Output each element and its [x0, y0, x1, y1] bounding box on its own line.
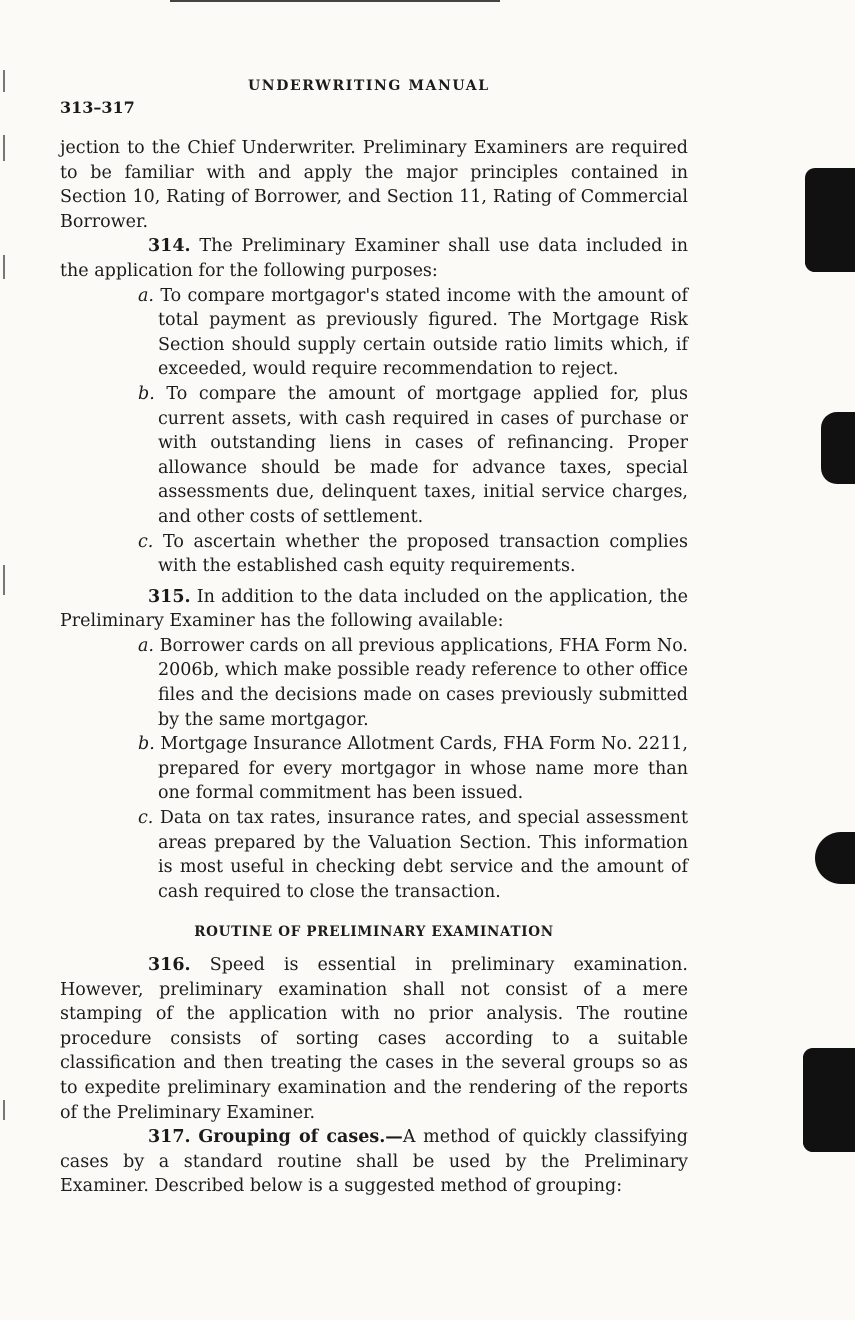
item-text: To compare the amount of mortgage applied for, plus current assets, with cash required in cases of purchase or with outstanding liens in cases of refinancing. Proper allowance should be made for advance taxes, special assessments due, delinquent taxes, initial service charges, and other costs of settlement. [158, 383, 688, 527]
section-number: 317. [148, 1127, 191, 1148]
paragraph-315 [60, 585, 688, 634]
item-text: To ascertain whether the proposed transaction complies with the established cash equity requirements. [158, 531, 688, 577]
paragraph-text: Speed is essential in preliminary examination. However, preliminary examination shall not consist of a mere stamping of the application with no prior analysis. The routine procedure consists of sorting cases according to a suitable classification and then treating the cases in the several groups so as to expedite preliminary examination and the rendering of the reports of the Preliminary Examiner. [60, 955, 688, 1123]
paragraph-text: The Preliminary Examiner shall use data included in the application for the following purposes: [60, 236, 688, 281]
paragraph-317 [60, 1125, 688, 1199]
section-number: 314. [148, 236, 191, 257]
list-item [60, 806, 688, 904]
top-rule [170, 0, 500, 2]
item-text: Mortgage Insurance Allotment Cards, FHA Form No. 2211, prepared for every mortgagor in whose name more than one formal commitment has been issued. [158, 734, 688, 804]
list-item [60, 732, 688, 806]
paragraph-text: In addition to the data included on the application, the Preliminary Examiner has the following available: [60, 586, 688, 632]
item-text: Borrower cards on all previous applications, FHA Form No. 2006b, which make possible ready reference to other office files and the decisions made on cases previously submitted by the same mortgagor. [158, 635, 688, 730]
paragraph-314 [60, 234, 688, 283]
item-letter: a. [138, 285, 154, 306]
page-number: 313–317 [60, 98, 135, 117]
item-letter: a. [138, 635, 154, 656]
index-tab-mark [803, 1048, 855, 1152]
body-text [60, 136, 688, 1199]
index-tab-mark [815, 832, 855, 884]
margin-mark [3, 135, 5, 161]
paragraph-title: Grouping of cases.— [198, 1127, 403, 1148]
running-head: UNDERWRITING MANUAL [248, 78, 490, 94]
index-tab-mark [805, 168, 855, 272]
item-letter: c. [138, 808, 154, 829]
section-number: 316. [148, 955, 191, 975]
list-item [60, 382, 688, 530]
section-number: 315. [148, 586, 191, 607]
list-item [60, 284, 688, 382]
margin-mark [3, 1100, 5, 1120]
list-item [60, 530, 688, 579]
paragraph-316 [60, 953, 688, 1125]
item-text: To compare mortgagor's stated income with the amount of total payment as previously figured. The Mortgage Risk Section should supply certain outside ratio limits which, if exceeded, would require recommendation to reject. [158, 285, 688, 380]
margin-mark [3, 70, 5, 92]
section-heading: ROUTINE OF PRELIMINARY EXAMINATION [194, 924, 554, 941]
paragraph-text: A method of quickly classifying cases by a standard routine shall be used by the Preliminary Examiner. Described below is a suggested method of grouping: [60, 1127, 688, 1197]
margin-mark [3, 255, 5, 279]
paragraph-313-continued: jection to the Chief Underwriter. Preliminary Examiners are required to be familiar with and apply the major principles contained in Section 10, Rating of Borrower, and Section 11, Rating of Commercial Borrower. [60, 138, 688, 232]
item-letter: c. [138, 531, 154, 552]
margin-mark [3, 565, 5, 595]
index-tab-mark [821, 412, 855, 484]
list-item [60, 634, 688, 732]
item-letter: b. [138, 734, 155, 755]
item-text: Data on tax rates, insurance rates, and special assessment areas prepared by the Valuation Section. This information is most useful in checking debt service and the amount of cash required to close the transaction. [158, 808, 688, 902]
item-letter: b. [138, 383, 155, 404]
